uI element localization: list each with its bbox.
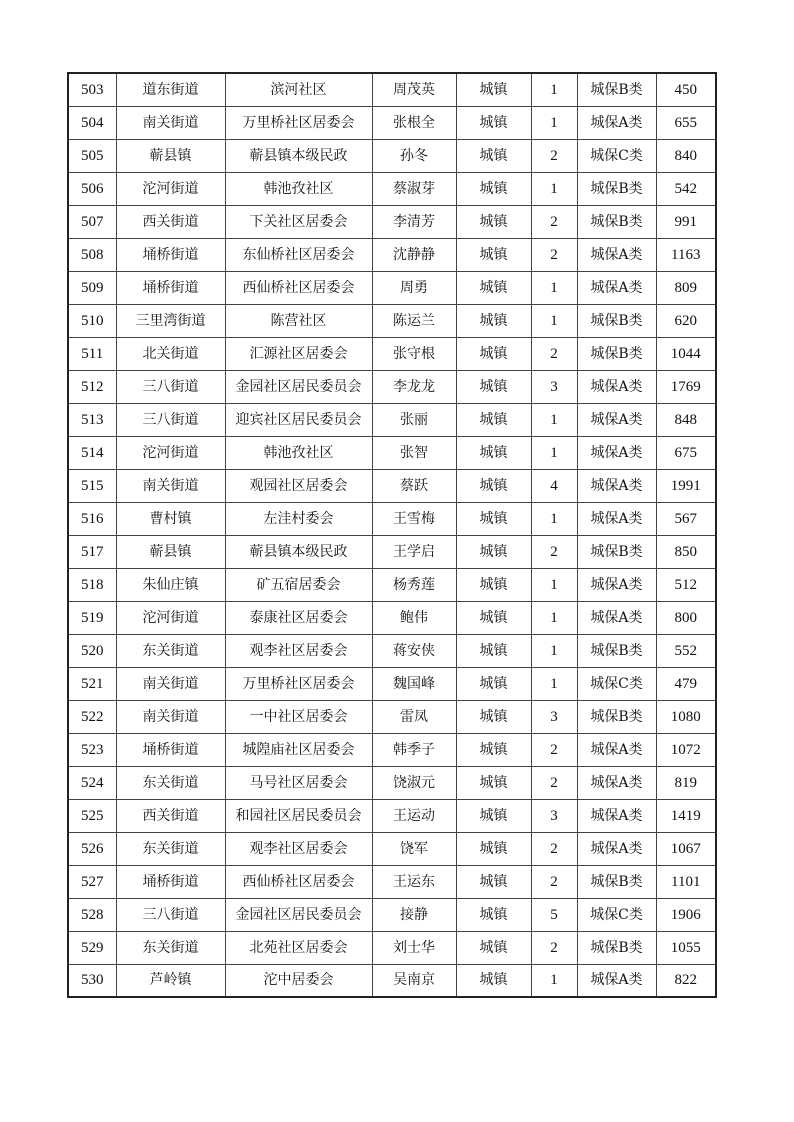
area-type-cell: 城镇 xyxy=(456,436,531,469)
subdistrict-cell: 三八街道 xyxy=(116,403,225,436)
community-cell: 沱中居委会 xyxy=(225,964,372,997)
aid-category-cell: 城保A类 xyxy=(577,469,656,502)
area-type-cell: 城镇 xyxy=(456,832,531,865)
name-cell: 孙冬 xyxy=(372,139,456,172)
subdistrict-cell: 三八街道 xyxy=(116,370,225,403)
amount-cell: 1072 xyxy=(656,733,716,766)
area-type-cell: 城镇 xyxy=(456,502,531,535)
table-row xyxy=(68,766,716,799)
table-row xyxy=(68,337,716,370)
serial-number-cell: 506 xyxy=(68,172,116,205)
serial-number-cell: 524 xyxy=(68,766,116,799)
table-row xyxy=(68,733,716,766)
area-type-cell: 城镇 xyxy=(456,964,531,997)
household-size-cell: 2 xyxy=(531,931,577,964)
area-type-cell: 城镇 xyxy=(456,271,531,304)
aid-category-cell: 城保A类 xyxy=(577,370,656,403)
aid-category-cell: 城保B类 xyxy=(577,865,656,898)
name-cell: 吴南京 xyxy=(372,964,456,997)
area-type-cell: 城镇 xyxy=(456,139,531,172)
subdistrict-cell: 南关街道 xyxy=(116,106,225,139)
community-cell: 金园社区居民委员会 xyxy=(225,370,372,403)
subdistrict-cell: 东关街道 xyxy=(116,931,225,964)
community-cell: 观李社区居委会 xyxy=(225,634,372,667)
community-cell: 泰康社区居委会 xyxy=(225,601,372,634)
area-type-cell: 城镇 xyxy=(456,634,531,667)
name-cell: 饶军 xyxy=(372,832,456,865)
serial-number-cell: 519 xyxy=(68,601,116,634)
table-row xyxy=(68,667,716,700)
table-row xyxy=(68,535,716,568)
name-cell: 刘士华 xyxy=(372,931,456,964)
name-cell: 接静 xyxy=(372,898,456,931)
community-cell: 观李社区居委会 xyxy=(225,832,372,865)
subdistrict-cell: 沱河街道 xyxy=(116,172,225,205)
subdistrict-cell: 曹村镇 xyxy=(116,502,225,535)
serial-number-cell: 530 xyxy=(68,964,116,997)
subdistrict-cell: 蕲县镇 xyxy=(116,139,225,172)
household-size-cell: 2 xyxy=(531,865,577,898)
subdistrict-cell: 东关街道 xyxy=(116,634,225,667)
serial-number-cell: 527 xyxy=(68,865,116,898)
community-cell: 西仙桥社区居委会 xyxy=(225,271,372,304)
area-type-cell: 城镇 xyxy=(456,766,531,799)
subdistrict-cell: 三八街道 xyxy=(116,898,225,931)
household-size-cell: 1 xyxy=(531,271,577,304)
household-size-cell: 1 xyxy=(531,964,577,997)
table-row xyxy=(68,799,716,832)
serial-number-cell: 523 xyxy=(68,733,116,766)
table-row xyxy=(68,964,716,997)
name-cell: 李清芳 xyxy=(372,205,456,238)
name-cell: 陈运兰 xyxy=(372,304,456,337)
serial-number-cell: 525 xyxy=(68,799,116,832)
community-cell: 迎宾社区居民委员会 xyxy=(225,403,372,436)
household-size-cell: 1 xyxy=(531,502,577,535)
table-row xyxy=(68,601,716,634)
subdistrict-cell: 蕲县镇 xyxy=(116,535,225,568)
name-cell: 饶淑元 xyxy=(372,766,456,799)
household-size-cell: 2 xyxy=(531,733,577,766)
amount-cell: 655 xyxy=(656,106,716,139)
serial-number-cell: 507 xyxy=(68,205,116,238)
subdistrict-cell: 朱仙庄镇 xyxy=(116,568,225,601)
community-cell: 滨河社区 xyxy=(225,73,372,106)
area-type-cell: 城镇 xyxy=(456,898,531,931)
subdistrict-cell: 东关街道 xyxy=(116,832,225,865)
household-size-cell: 5 xyxy=(531,898,577,931)
serial-number-cell: 504 xyxy=(68,106,116,139)
household-size-cell: 2 xyxy=(531,832,577,865)
subdistrict-cell: 沱河街道 xyxy=(116,436,225,469)
area-type-cell: 城镇 xyxy=(456,205,531,238)
amount-cell: 1769 xyxy=(656,370,716,403)
household-size-cell: 1 xyxy=(531,601,577,634)
aid-category-cell: 城保A类 xyxy=(577,403,656,436)
serial-number-cell: 518 xyxy=(68,568,116,601)
table-row xyxy=(68,73,716,106)
household-size-cell: 1 xyxy=(531,568,577,601)
table-row xyxy=(68,436,716,469)
community-cell: 马号社区居委会 xyxy=(225,766,372,799)
community-cell: 观园社区居委会 xyxy=(225,469,372,502)
amount-cell: 675 xyxy=(656,436,716,469)
serial-number-cell: 514 xyxy=(68,436,116,469)
subdistrict-cell: 埇桥街道 xyxy=(116,238,225,271)
aid-category-cell: 城保A类 xyxy=(577,799,656,832)
amount-cell: 1067 xyxy=(656,832,716,865)
table-row xyxy=(68,304,716,337)
area-type-cell: 城镇 xyxy=(456,304,531,337)
household-size-cell: 3 xyxy=(531,700,577,733)
aid-category-cell: 城保A类 xyxy=(577,766,656,799)
amount-cell: 1991 xyxy=(656,469,716,502)
household-size-cell: 2 xyxy=(531,205,577,238)
name-cell: 蔡跃 xyxy=(372,469,456,502)
subdistrict-cell: 北关街道 xyxy=(116,337,225,370)
area-type-cell: 城镇 xyxy=(456,370,531,403)
table-row xyxy=(68,172,716,205)
area-type-cell: 城镇 xyxy=(456,403,531,436)
community-cell: 矿五宿居委会 xyxy=(225,568,372,601)
amount-cell: 822 xyxy=(656,964,716,997)
table-row xyxy=(68,865,716,898)
amount-cell: 1101 xyxy=(656,865,716,898)
household-size-cell: 1 xyxy=(531,172,577,205)
serial-number-cell: 505 xyxy=(68,139,116,172)
amount-cell: 512 xyxy=(656,568,716,601)
name-cell: 张根全 xyxy=(372,106,456,139)
community-cell: 城隍庙社区居委会 xyxy=(225,733,372,766)
name-cell: 王运东 xyxy=(372,865,456,898)
area-type-cell: 城镇 xyxy=(456,799,531,832)
serial-number-cell: 512 xyxy=(68,370,116,403)
subdistrict-cell: 南关街道 xyxy=(116,469,225,502)
subdistrict-cell: 三里湾街道 xyxy=(116,304,225,337)
name-cell: 蒋安侠 xyxy=(372,634,456,667)
name-cell: 蔡淑芽 xyxy=(372,172,456,205)
subdistrict-cell: 东关街道 xyxy=(116,766,225,799)
table-row xyxy=(68,700,716,733)
subdistrict-cell: 西关街道 xyxy=(116,799,225,832)
community-cell: 金园社区居民委员会 xyxy=(225,898,372,931)
subdistrict-cell: 南关街道 xyxy=(116,667,225,700)
area-type-cell: 城镇 xyxy=(456,568,531,601)
household-size-cell: 1 xyxy=(531,106,577,139)
amount-cell: 1044 xyxy=(656,337,716,370)
name-cell: 王学启 xyxy=(372,535,456,568)
amount-cell: 620 xyxy=(656,304,716,337)
aid-category-cell: 城保A类 xyxy=(577,601,656,634)
household-size-cell: 2 xyxy=(531,238,577,271)
subdistrict-cell: 埇桥街道 xyxy=(116,733,225,766)
amount-cell: 1163 xyxy=(656,238,716,271)
community-cell: 和园社区居民委员会 xyxy=(225,799,372,832)
community-cell: 蕲县镇本级民政 xyxy=(225,535,372,568)
aid-category-cell: 城保A类 xyxy=(577,964,656,997)
amount-cell: 1419 xyxy=(656,799,716,832)
amount-cell: 567 xyxy=(656,502,716,535)
serial-number-cell: 513 xyxy=(68,403,116,436)
amount-cell: 819 xyxy=(656,766,716,799)
amount-cell: 809 xyxy=(656,271,716,304)
aid-category-cell: 城保B类 xyxy=(577,535,656,568)
name-cell: 沈静静 xyxy=(372,238,456,271)
household-size-cell: 1 xyxy=(531,667,577,700)
community-cell: 下关社区居委会 xyxy=(225,205,372,238)
community-cell: 西仙桥社区居委会 xyxy=(225,865,372,898)
household-size-cell: 2 xyxy=(531,535,577,568)
aid-category-cell: 城保B类 xyxy=(577,337,656,370)
aid-category-cell: 城保A类 xyxy=(577,106,656,139)
area-type-cell: 城镇 xyxy=(456,733,531,766)
community-cell: 蕲县镇本级民政 xyxy=(225,139,372,172)
household-size-cell: 2 xyxy=(531,766,577,799)
aid-category-cell: 城保A类 xyxy=(577,271,656,304)
serial-number-cell: 522 xyxy=(68,700,116,733)
amount-cell: 542 xyxy=(656,172,716,205)
community-cell: 北苑社区居委会 xyxy=(225,931,372,964)
aid-category-cell: 城保B类 xyxy=(577,634,656,667)
serial-number-cell: 503 xyxy=(68,73,116,106)
community-cell: 韩池孜社区 xyxy=(225,436,372,469)
name-cell: 张丽 xyxy=(372,403,456,436)
serial-number-cell: 511 xyxy=(68,337,116,370)
beneficiary-table xyxy=(67,72,717,998)
amount-cell: 552 xyxy=(656,634,716,667)
aid-category-cell: 城保B类 xyxy=(577,172,656,205)
aid-category-cell: 城保C类 xyxy=(577,667,656,700)
household-size-cell: 3 xyxy=(531,799,577,832)
household-size-cell: 2 xyxy=(531,139,577,172)
household-size-cell: 1 xyxy=(531,403,577,436)
aid-category-cell: 城保A类 xyxy=(577,502,656,535)
table-row xyxy=(68,568,716,601)
subdistrict-cell: 南关街道 xyxy=(116,700,225,733)
table-row xyxy=(68,238,716,271)
serial-number-cell: 515 xyxy=(68,469,116,502)
name-cell: 张守根 xyxy=(372,337,456,370)
aid-category-cell: 城保A类 xyxy=(577,436,656,469)
subdistrict-cell: 沱河街道 xyxy=(116,601,225,634)
table-row xyxy=(68,370,716,403)
area-type-cell: 城镇 xyxy=(456,106,531,139)
household-size-cell: 1 xyxy=(531,634,577,667)
community-cell: 韩池孜社区 xyxy=(225,172,372,205)
area-type-cell: 城镇 xyxy=(456,73,531,106)
household-size-cell: 1 xyxy=(531,73,577,106)
name-cell: 雷凤 xyxy=(372,700,456,733)
subdistrict-cell: 埇桥街道 xyxy=(116,865,225,898)
serial-number-cell: 528 xyxy=(68,898,116,931)
area-type-cell: 城镇 xyxy=(456,172,531,205)
amount-cell: 840 xyxy=(656,139,716,172)
community-cell: 一中社区居委会 xyxy=(225,700,372,733)
amount-cell: 1055 xyxy=(656,931,716,964)
community-cell: 陈营社区 xyxy=(225,304,372,337)
name-cell: 杨秀莲 xyxy=(372,568,456,601)
table-row xyxy=(68,832,716,865)
amount-cell: 991 xyxy=(656,205,716,238)
table-row xyxy=(68,139,716,172)
serial-number-cell: 529 xyxy=(68,931,116,964)
amount-cell: 479 xyxy=(656,667,716,700)
amount-cell: 1906 xyxy=(656,898,716,931)
serial-number-cell: 509 xyxy=(68,271,116,304)
name-cell: 王运动 xyxy=(372,799,456,832)
amount-cell: 450 xyxy=(656,73,716,106)
name-cell: 周勇 xyxy=(372,271,456,304)
subdistrict-cell: 道东街道 xyxy=(116,73,225,106)
area-type-cell: 城镇 xyxy=(456,469,531,502)
community-cell: 万里桥社区居委会 xyxy=(225,667,372,700)
subdistrict-cell: 埇桥街道 xyxy=(116,271,225,304)
aid-category-cell: 城保B类 xyxy=(577,931,656,964)
area-type-cell: 城镇 xyxy=(456,667,531,700)
amount-cell: 1080 xyxy=(656,700,716,733)
amount-cell: 800 xyxy=(656,601,716,634)
serial-number-cell: 517 xyxy=(68,535,116,568)
amount-cell: 850 xyxy=(656,535,716,568)
table-row xyxy=(68,403,716,436)
name-cell: 张智 xyxy=(372,436,456,469)
area-type-cell: 城镇 xyxy=(456,238,531,271)
subdistrict-cell: 芦岭镇 xyxy=(116,964,225,997)
amount-cell: 848 xyxy=(656,403,716,436)
area-type-cell: 城镇 xyxy=(456,601,531,634)
aid-category-cell: 城保A类 xyxy=(577,733,656,766)
serial-number-cell: 510 xyxy=(68,304,116,337)
aid-category-cell: 城保B类 xyxy=(577,73,656,106)
name-cell: 魏国峰 xyxy=(372,667,456,700)
name-cell: 王雪梅 xyxy=(372,502,456,535)
table-row xyxy=(68,205,716,238)
area-type-cell: 城镇 xyxy=(456,700,531,733)
serial-number-cell: 516 xyxy=(68,502,116,535)
household-size-cell: 2 xyxy=(531,337,577,370)
community-cell: 左洼村委会 xyxy=(225,502,372,535)
table-row xyxy=(68,898,716,931)
community-cell: 汇源社区居委会 xyxy=(225,337,372,370)
table-row xyxy=(68,469,716,502)
aid-category-cell: 城保A类 xyxy=(577,238,656,271)
name-cell: 鲍伟 xyxy=(372,601,456,634)
table-row xyxy=(68,271,716,304)
community-cell: 东仙桥社区居委会 xyxy=(225,238,372,271)
community-cell: 万里桥社区居委会 xyxy=(225,106,372,139)
serial-number-cell: 521 xyxy=(68,667,116,700)
table-row xyxy=(68,634,716,667)
area-type-cell: 城镇 xyxy=(456,865,531,898)
area-type-cell: 城镇 xyxy=(456,535,531,568)
name-cell: 韩季子 xyxy=(372,733,456,766)
serial-number-cell: 520 xyxy=(68,634,116,667)
household-size-cell: 1 xyxy=(531,304,577,337)
aid-category-cell: 城保C类 xyxy=(577,139,656,172)
household-size-cell: 4 xyxy=(531,469,577,502)
serial-number-cell: 526 xyxy=(68,832,116,865)
table-row xyxy=(68,931,716,964)
aid-category-cell: 城保B类 xyxy=(577,700,656,733)
aid-category-cell: 城保B类 xyxy=(577,205,656,238)
name-cell: 周茂英 xyxy=(372,73,456,106)
table-body xyxy=(68,73,716,997)
aid-category-cell: 城保B类 xyxy=(577,304,656,337)
household-size-cell: 3 xyxy=(531,370,577,403)
area-type-cell: 城镇 xyxy=(456,931,531,964)
aid-category-cell: 城保A类 xyxy=(577,568,656,601)
table-row xyxy=(68,502,716,535)
area-type-cell: 城镇 xyxy=(456,337,531,370)
household-size-cell: 1 xyxy=(531,436,577,469)
table-row xyxy=(68,106,716,139)
aid-category-cell: 城保C类 xyxy=(577,898,656,931)
serial-number-cell: 508 xyxy=(68,238,116,271)
aid-category-cell: 城保A类 xyxy=(577,832,656,865)
name-cell: 李龙龙 xyxy=(372,370,456,403)
subdistrict-cell: 西关街道 xyxy=(116,205,225,238)
